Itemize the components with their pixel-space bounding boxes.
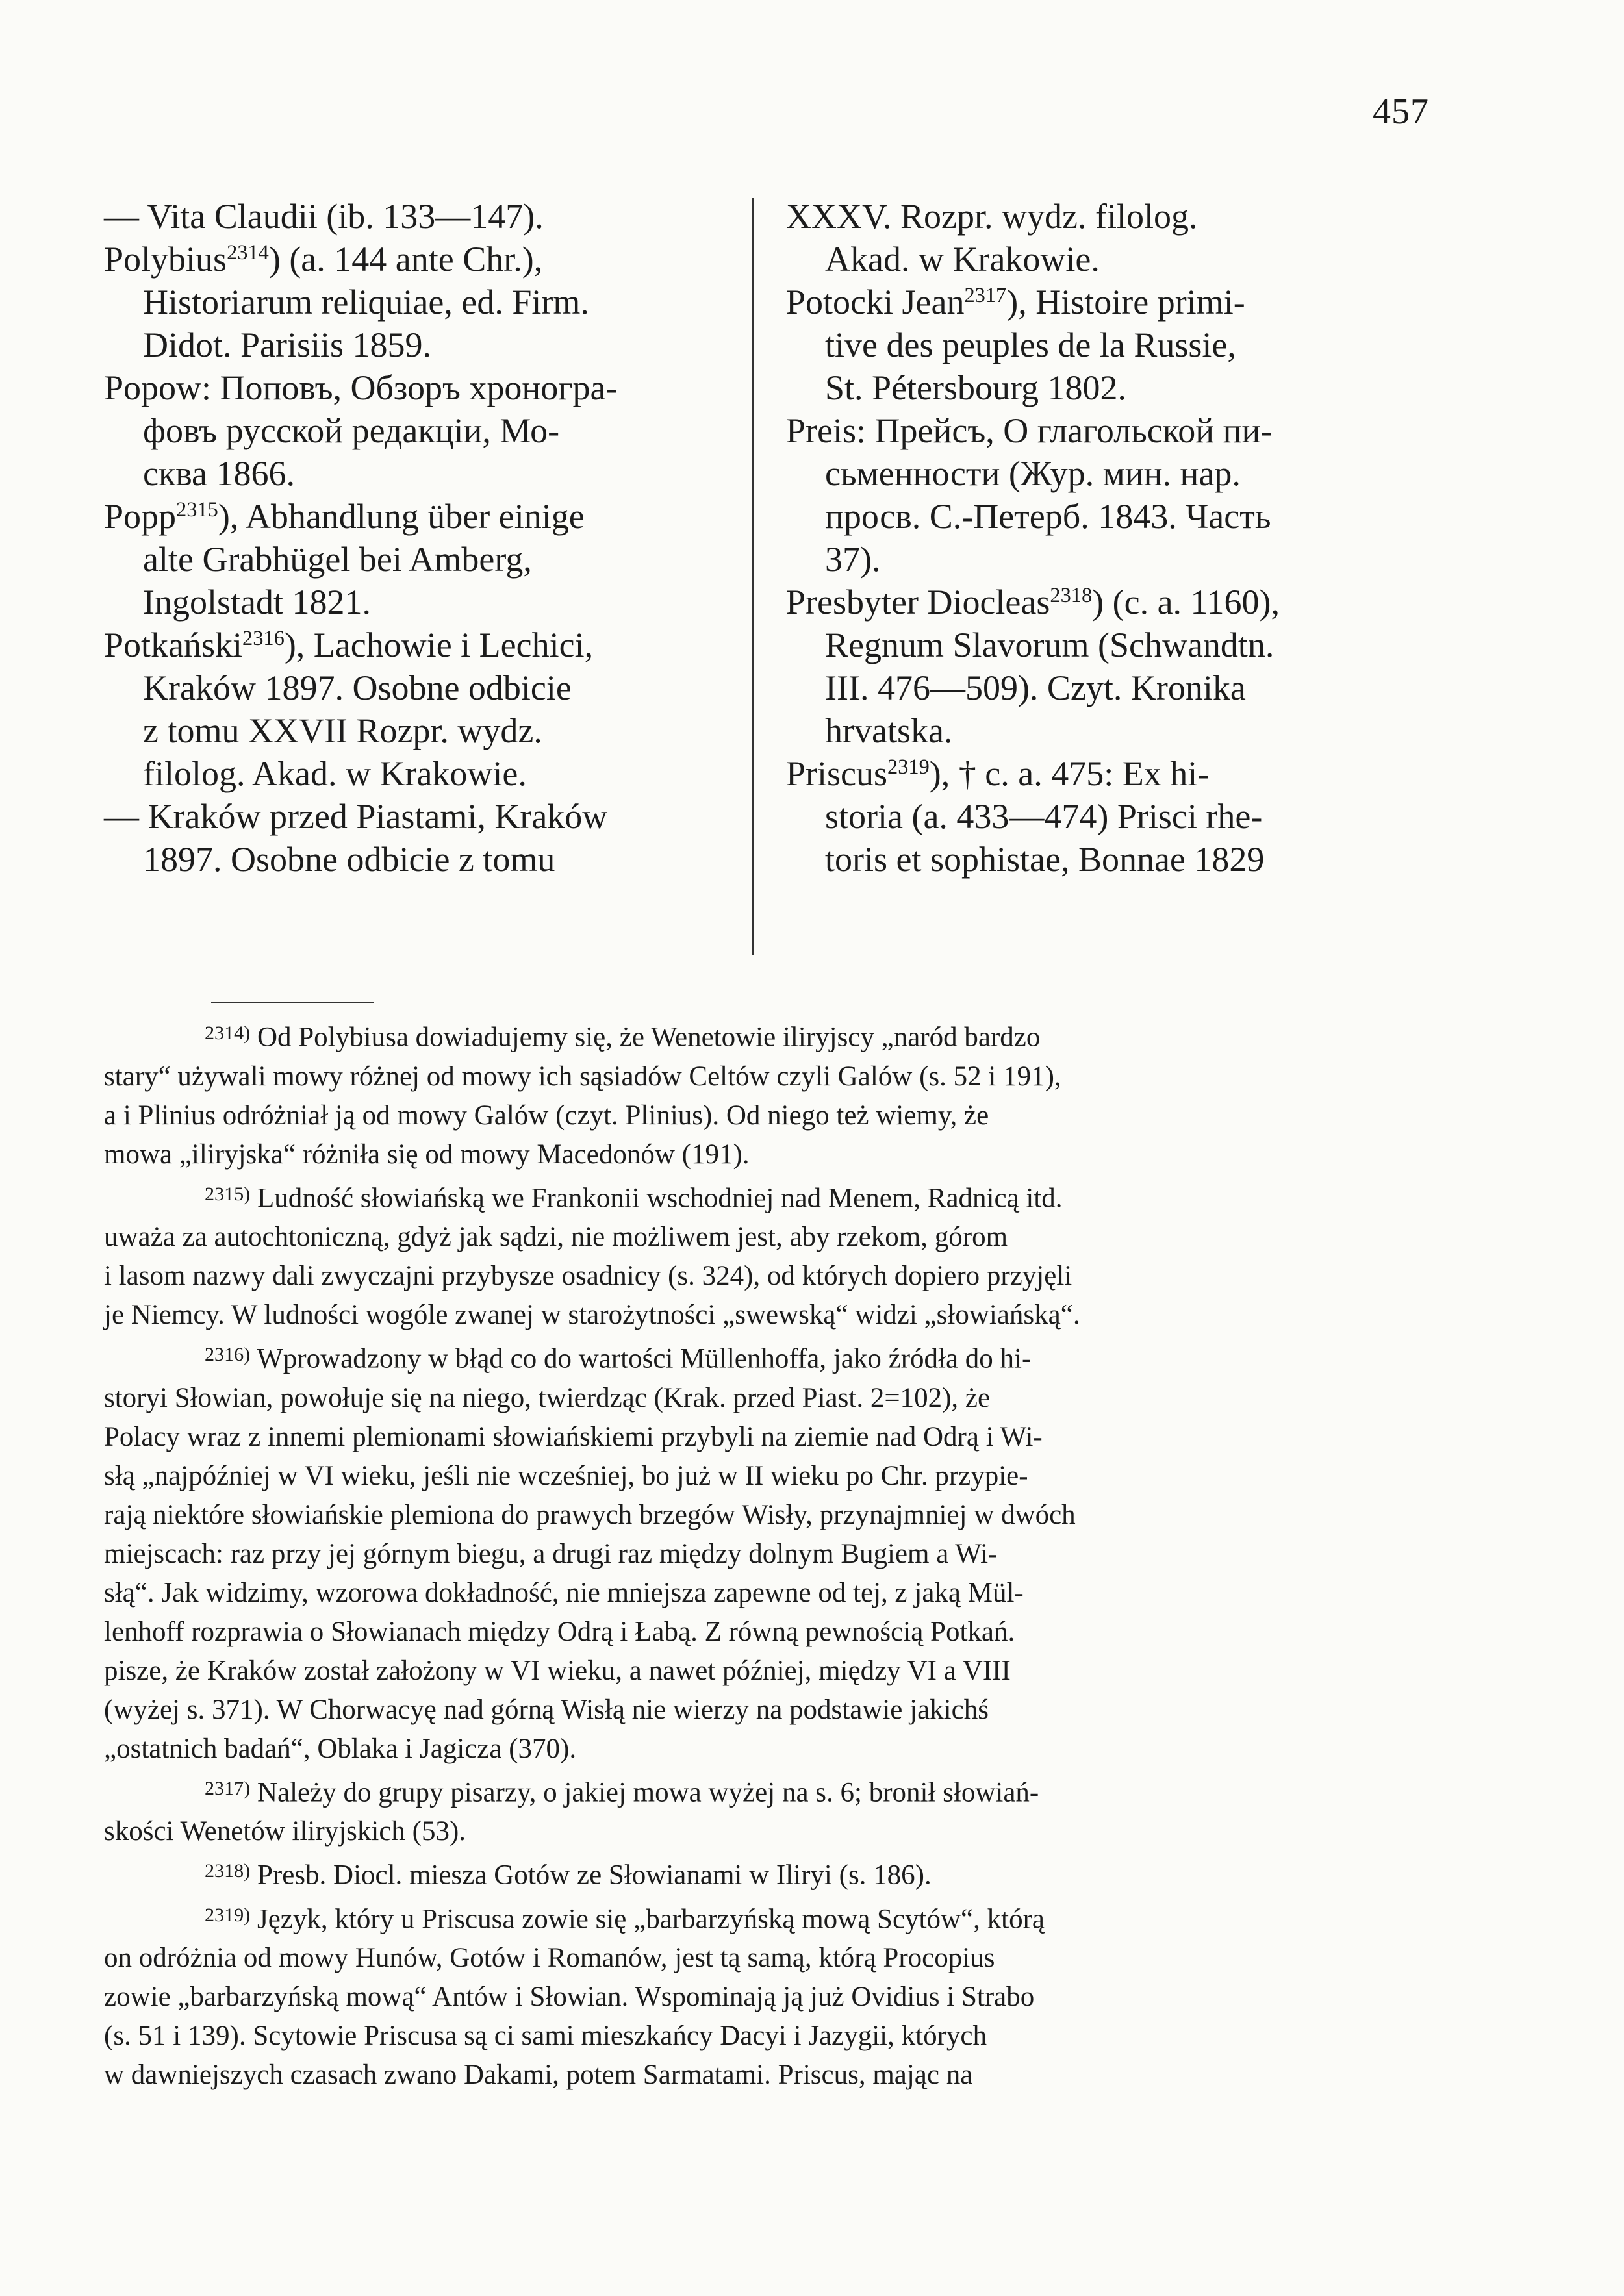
footnote — [104, 1895, 1429, 2095]
entry-line: tive des peuples de la Russie, — [825, 325, 1236, 364]
entry-line: Didot. Parisiis 1859. — [143, 325, 432, 364]
entry-line: 1897. Osobne odbicie z tomu — [143, 840, 555, 879]
footnote-line: lenhoff rozprawia o Słowianach między Odrą i Łabą. Z równą pewnością Potkań. — [104, 1616, 1015, 1647]
right_column-entry — [786, 752, 1416, 881]
entry-line: Preis: Прейсъ, О глагольской пи- — [786, 411, 1273, 450]
entry-line: XXXV. Rozpr. wydz. filolog. — [786, 197, 1198, 236]
footnote-number: 2314) — [205, 1022, 251, 1044]
footnote-number: 2315) — [205, 1182, 251, 1205]
entry-line: — Kraków przed Piastami, Kraków — [104, 797, 608, 836]
entry-line: hrvatska. — [825, 711, 953, 750]
footnote-line — [104, 1174, 1429, 1218]
footnote-line: mowa „iliryjska“ różniła się od mowy Macedonów (191). — [104, 1139, 750, 1170]
footnote-line: (wyżej s. 371). W Chorwacyę nad górną Wisłą nie wierzy na podstawie jakichś — [104, 1694, 989, 1725]
footnote-line: uważa za autochtoniczną, gdyż jak sądzi, nie możliwem jest, aby rzekom, górom — [104, 1222, 1008, 1253]
left_column-entry — [104, 495, 728, 624]
footnotes — [104, 1013, 1429, 2095]
entry-line: St. Pétersbourg 1802. — [825, 368, 1127, 407]
entry-line: alte Grabhügel bei Amberg, — [143, 540, 532, 579]
entry-line: Potocki Jean$^{2317}$), Histoire primi- — [786, 283, 1245, 322]
footnote-line: „ostatnich badań“, Oblaka i Jagicza (370). — [104, 1733, 577, 1764]
left_column-entry — [104, 366, 728, 495]
footnote-line: skości Wenetów iliryjskich (53). — [104, 1816, 466, 1847]
entry-line: Ingolstadt 1821. — [143, 583, 371, 622]
footnote-line: słą „najpóźniej w VI wieku, jeśli nie wcześniej, bo już w II wieku po Chr. przypie- — [104, 1460, 1028, 1491]
footnote — [104, 1335, 1429, 1769]
footnote-line: on odróżnia od mowy Hunów, Gotów i Romanów, jest tą samą, którą Procopius — [104, 1943, 995, 1974]
footnote-line: storyi Słowian, powołuje się na niego, twierdząc (Krak. przed Piast. 2=102), że — [104, 1382, 991, 1413]
footnote-line — [104, 1895, 1429, 1939]
footnote-line: Polacy wraz z innemi plemionami słowiańskiemi przybyli na ziemie nad Odrą i Wi- — [104, 1421, 1043, 1452]
footnote-line: (s. 51 i 139). Scytowie Priscusa są ci sami mieszkańcy Dacyi i Jazygii, których — [104, 2021, 987, 2052]
footnote-text: Należy do grupy pisarzy, o jakiej mowa wyżej na s. 6; bronił słowiań- — [250, 1777, 1039, 1808]
footnote-line: pisze, że Kraków został założony w VI wieku, a nawet później, między VI a VIII — [104, 1655, 1011, 1686]
entry-line: фовъ русской редакціи, Мо- — [143, 411, 560, 450]
entry-line: Popow: Поповъ, Обзоръ хроногра- — [104, 368, 618, 407]
left_column-entry — [104, 238, 728, 366]
right-column — [786, 195, 1416, 881]
footnote-text: Presb. Diocl. miesza Gotów ze Słowianami w Iliryi (s. 186). — [250, 1860, 932, 1891]
entry-line: Historiarum reliquiae, ed. Firm. — [143, 283, 589, 322]
footnote-line: i lasom nazwy dali zwyczajni przybysze osadnicy (s. 324), od których dopiero przyjęli — [104, 1261, 1072, 1292]
footnote-text: Od Polybiusa dowiadujemy się, że Wenetowie iliryjscy „naród bardzo — [250, 1022, 1041, 1053]
entry-line: Akad. w Krakowie. — [825, 240, 1100, 279]
footnote-number: 2317) — [205, 1776, 251, 1799]
entry-line: Polybius$^{2314}$) (a. 144 ante Chr.), — [104, 240, 543, 279]
entry-line: сква 1866. — [143, 454, 295, 493]
footnote-text: Ludność słowiańską we Frankonii wschodniej nad Menem, Radnicą itd. — [250, 1183, 1063, 1214]
entry-line: Potkański$^{2316}$), Lachowie i Lechici, — [104, 625, 594, 664]
footnote — [104, 1174, 1429, 1335]
entry-line: Popp$^{2315}$), Abhandlung über einige — [104, 497, 585, 536]
left_column-entry — [104, 795, 728, 881]
footnote-number: 2318) — [205, 1860, 251, 1882]
entry-line: Priscus$^{2319}$), † c. a. 475: Ex hi- — [786, 754, 1210, 793]
entry-line: toris et sophistae, Bonnae 1829 — [825, 840, 1265, 879]
left-column — [104, 195, 728, 881]
footnote — [104, 1013, 1429, 1174]
footnote-line: je Niemcy. W ludności wogóle zwanej w starożytności „swewską“ widzi „słowiańską“. — [104, 1300, 1080, 1331]
footnote-line — [104, 1013, 1429, 1057]
entry-line: III. 476—509). Czyt. Kronika — [825, 668, 1246, 707]
entry-line: Presbyter Diocleas$^{2318}$) (c. a. 1160), — [786, 583, 1280, 622]
left_column-entry — [104, 195, 728, 238]
footnote-line — [104, 1769, 1429, 1813]
footnote-line: słą“. Jak widzimy, wzorowa dokładność, nie mniejsza zapewne od tej, z jaką Mül- — [104, 1577, 1024, 1608]
entry-line: storia (a. 433—474) Prisci rhe- — [825, 797, 1263, 836]
footnote-text: Język, który u Priscusa zowie się „barbarzyńską mową Scytów“, którą — [250, 1904, 1045, 1935]
entry-line: просв. С.-Петерб. 1843. Часть — [825, 497, 1271, 536]
entry-line: Regnum Slavorum (Schwandtn. — [825, 625, 1275, 664]
right_column-entry — [786, 409, 1416, 581]
entry-line: filolog. Akad. w Krakowie. — [143, 754, 527, 793]
footnote-line: zowie „barbarzyńską mową“ Antów i Słowian. Wspominają ją już Ovidius i Strabo — [104, 1982, 1035, 2013]
column-divider — [752, 198, 754, 955]
footnote-line: miejscach: raz przy jej górnym biegu, a drugi raz między dolnym Bugiem a Wi- — [104, 1538, 998, 1569]
entry-line: сьменности (Жур. мин. нар. — [825, 454, 1241, 493]
footnote-line: w dawniejszych czasach zwano Dakami, potem Sarmatami. Priscus, mając na — [104, 2060, 973, 2091]
footnote-line: a i Plinius odróżniał ją od mowy Galów (czyt. Plinius). Od niego też wiemy, że — [104, 1100, 989, 1131]
footnote-line — [104, 1335, 1429, 1379]
footnote — [104, 1851, 1429, 1895]
entry-line: 37). — [825, 540, 881, 579]
entry-line: z tomu XXVII Rozpr. wydz. — [143, 711, 542, 750]
footnote — [104, 1769, 1429, 1852]
footnote-number: 2316) — [205, 1343, 251, 1366]
entry-line: Kraków 1897. Osobne odbicie — [143, 668, 572, 707]
entry-line: — Vita Claudii (ib. 133—147). — [104, 197, 544, 236]
right_column-entry — [786, 195, 1416, 281]
footnote-number: 2319) — [205, 1903, 251, 1926]
right_column-entry — [786, 281, 1416, 409]
page-number: 457 — [1373, 92, 1429, 132]
right_column-entry — [786, 581, 1416, 752]
left_column-entry — [104, 624, 728, 795]
footnote-line: stary“ używali mowy różnej od mowy ich sąsiadów Celtów czyli Galów (s. 52 i 191), — [104, 1061, 1061, 1092]
footnote-line — [104, 1851, 1429, 1895]
footnote-rule — [211, 1002, 374, 1003]
footnote-line: rają niektóre słowiańskie plemiona do prawych brzegów Wisły, przynajmniej w dwóch — [104, 1499, 1076, 1530]
footnote-text: Wprowadzony w błąd co do wartości Müllenhoffa, jako źródła do hi- — [250, 1343, 1032, 1374]
